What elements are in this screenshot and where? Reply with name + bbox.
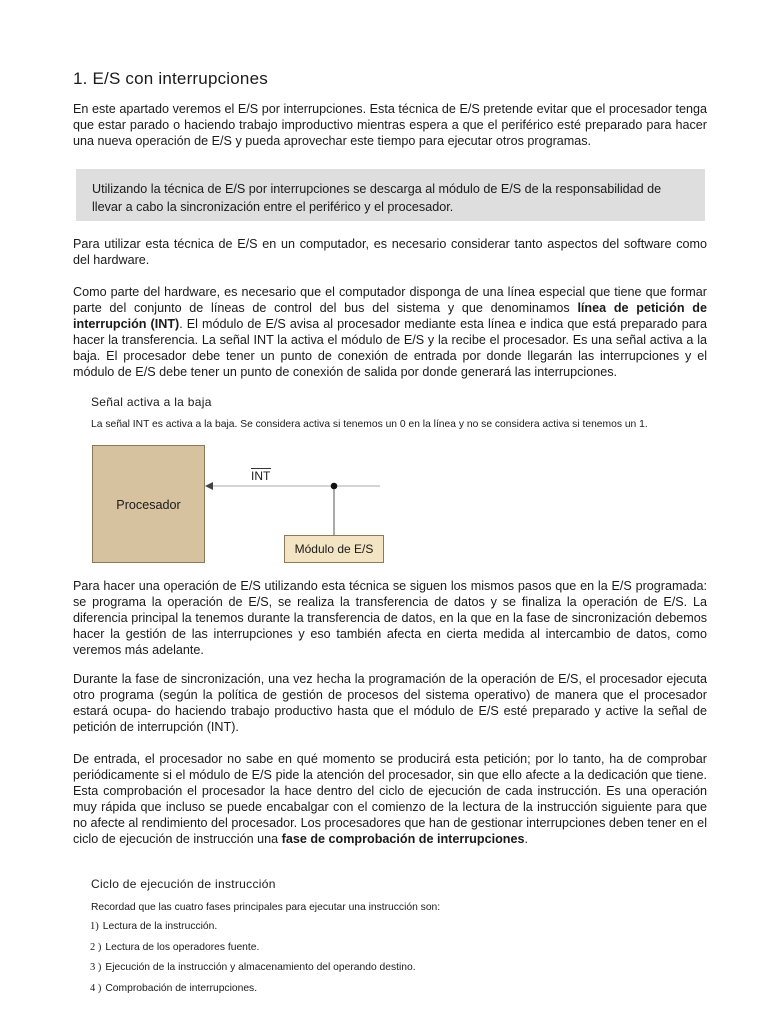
note-signal-text: La señal INT es activa a la baja. Se considera activa si tenemos un 0 en la línea y no se considera activa si tenemos un 1. <box>91 419 648 430</box>
hardware-paragraph: Como parte del hardware, es necesario que el computador disponga de una línea especial que tiene que formar parte del conjunto de líneas de control del bus del sistema y que denominamos línea de petición de interrupción (INT). El módulo de E/S avisa al procesador mediante esta línea e indica que está preparado para hacer la transferencia. La señal INT la activa el módulo de E/S y la recibe el procesador. Es una señal activa a la baja. El procesador debe tener un punto de conexión de entrada por donde llegarán las interrupciones y el módulo de E/S debe tener un punto de conexión de salida por donde generará las interrupciones. <box>73 285 707 379</box>
processor-label: Procesador <box>116 498 181 512</box>
cycle-phase-item: 4 ) Comprobación de interrupciones. <box>90 983 258 994</box>
note-cycle-heading: Ciclo de ejecución de instrucción <box>91 877 276 891</box>
int-line-term: línea de petición de interrupción (INT) <box>73 301 707 331</box>
note-cycle-intro: Recordad que las cuatro fases principales para ejecutar una instrucción son: <box>91 902 441 913</box>
cycle-phase-item: 2 ) Lectura de los operadores fuente. <box>90 942 260 953</box>
cycle-phase-item: 3 ) Ejecución de la instrucción y almacenamiento del operando destino. <box>90 962 416 973</box>
io-module-box <box>284 535 384 563</box>
int-arrow-head <box>205 482 213 490</box>
check-phase-term: fase de comprobación de interrupciones <box>281 832 525 846</box>
synchronization-paragraph: Durante la fase de sincronización, una vez hecha la programación de la operación de E/S, el procesador ejecuta otro programa (según la política de gestión de procesos del sistema operativo) de manera que el procesador estará ocupa- do haciendo trabajo productivo hasta que el módulo de E/S esté preparado y active la señal de petición de interrupción (INT). <box>73 672 707 734</box>
callout-text: Utilizando la técnica de E/S por interrupciones se descarga al módulo de E/S de la responsabilidad de llevar a cabo la sincronización entre el periférico y el procesador. <box>92 182 662 214</box>
intro-paragraph: En este apartado veremos el E/S por interrupciones. Esta técnica de E/S pretende evitar que el procesador tenga que estar parado o haciendo trabajo improductivo mientras espera a que el periférico esté preparado para hacer una nueva operación de E/S y pueda aprovechar este tiempo para ejecutar otros programas. <box>73 102 707 148</box>
junction-dot <box>331 483 338 490</box>
int-line-label: INT <box>251 469 271 483</box>
note-signal-heading: Señal activa a la baja <box>91 395 212 409</box>
section-title: 1. E/S con interrupciones <box>73 69 268 88</box>
io-module-label: Módulo de E/S <box>294 542 374 556</box>
cycle-phase-item: 1) Lectura de la instrucción. <box>90 921 218 932</box>
callout-box <box>76 169 705 221</box>
interrupt-check-paragraph: De entrada, el procesador no sabe en qué momento se producirá esta petición; por lo tanto, ha de comprobar periódicamente si el módulo de E/S pide la atención del procesador, sin que ello afecte a la dedicación que tiene. Esta comprobación el procesador la hace dentro del ciclo de ejecución de cada instrucción. Es una operación muy rápida que incluso se puede encabalgar con el comienzo de la lectura de la instrucción siguiente para que no afecte al rendimiento del procesador. Los procesadores que han de gestionar interrupciones deben tener en el ciclo de ejecución de instrucción una fase de comprobación de interrupciones. <box>73 752 707 846</box>
software-paragraph: Para utilizar esta técnica de E/S en un computador, es necesario considerar tanto aspectos del software como del hardware. <box>73 237 707 267</box>
processor-box <box>92 445 205 563</box>
operation-paragraph: Para hacer una operación de E/S utilizando esta técnica se siguen los mismos pasos que en la E/S programada: se programa la operación de E/S, se realiza la transferencia de datos y se finaliza la operación de E/S. La diferencia principal la tenemos durante la transferencia de datos, en la que en la fase de sincronización debemos hacer la gestión de las interrupciones y eso también afecta en cierta medida al intercambio de datos, como veremos más adelante. <box>73 579 707 657</box>
int-connection-lines <box>200 476 385 538</box>
